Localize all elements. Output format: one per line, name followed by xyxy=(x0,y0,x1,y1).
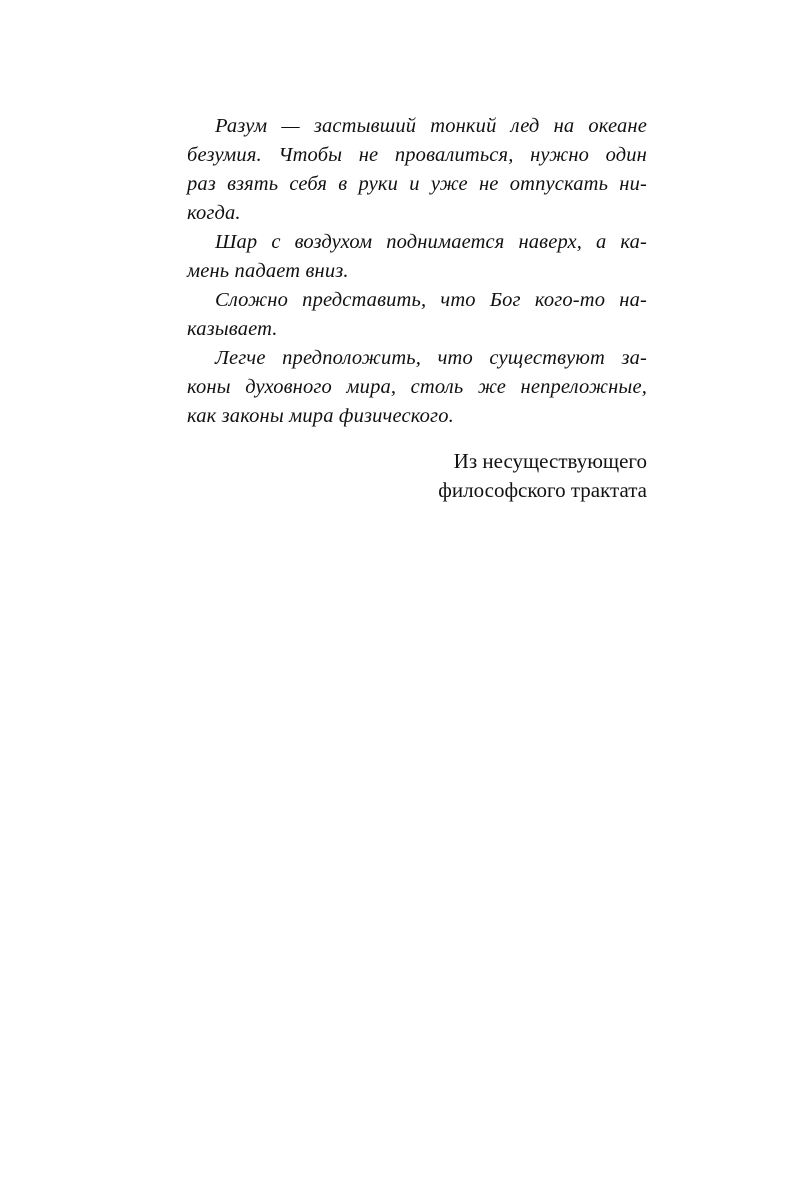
text-line: коны духовного мира, столь же непреложные, xyxy=(187,376,647,398)
source-line: Из несуществующего xyxy=(453,449,647,473)
text-line: как законы мира физического. xyxy=(187,405,454,427)
source-line: философского трактата xyxy=(438,478,647,502)
text-line: раз взять себя в руки и уже не отпускать ни- xyxy=(187,173,647,195)
epigraph-paragraph xyxy=(187,344,647,431)
text-line: Легче предположить, что существуют за- xyxy=(215,347,647,369)
text-line: мень падает вниз. xyxy=(187,260,349,282)
epigraph-paragraph xyxy=(187,228,647,286)
epigraph-paragraph xyxy=(187,286,647,344)
text-line: Разум — застывший тонкий лед на океане xyxy=(215,115,647,137)
epigraph xyxy=(187,112,647,505)
text-line: казывает. xyxy=(187,318,278,340)
text-line: Сложно представить, что Бог кого-то на- xyxy=(215,289,647,311)
text-line: когда. xyxy=(187,202,241,224)
epigraph-paragraph xyxy=(187,112,647,228)
text-line: безумия. Чтобы не провалиться, нужно один xyxy=(187,144,647,166)
text-line: Шар с воздухом поднимается наверх, а ка- xyxy=(215,231,647,253)
epigraph-source xyxy=(187,447,647,505)
